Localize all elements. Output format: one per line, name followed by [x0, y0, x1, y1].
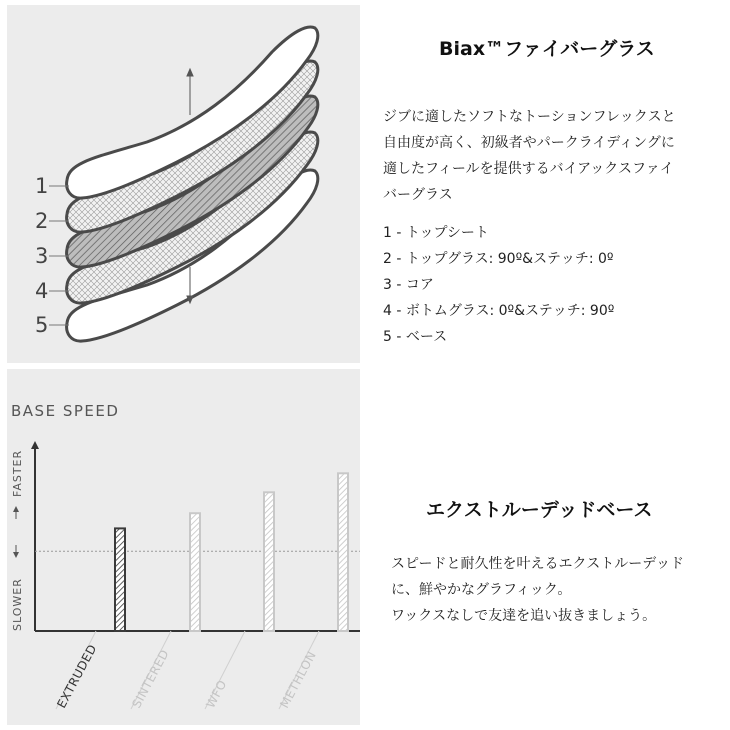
layer-number-4: 4	[35, 279, 49, 303]
biax-description	[383, 104, 676, 208]
layer-list-item: 3 - コア	[383, 277, 434, 293]
biax-description-line: 自由度が高く、初級者やパークライディングに	[383, 135, 675, 151]
layer-number-5: 5	[35, 313, 49, 337]
x-axis-labels	[54, 631, 319, 710]
x-tick-label: WFO	[203, 677, 230, 711]
layer-number-3: 3	[35, 244, 49, 268]
layer-list-item: 2 - トップグラス: 90º&ステッチ: 0º	[383, 251, 614, 267]
chart-title: BASE SPEED	[11, 402, 120, 420]
y-axis-arrowhead	[31, 441, 39, 449]
biax-description-line: バーグラス	[383, 187, 453, 203]
extruded-description	[391, 551, 684, 629]
layer-leader-lines	[49, 186, 69, 325]
x-tick-label: EXTRUDED	[54, 641, 100, 711]
explode-arrow-up	[187, 69, 193, 115]
layer-list-item: 5 - ベース	[383, 329, 448, 345]
extruded-description-line: ワックスなしで友達を追い抜きましょう。	[391, 608, 657, 624]
y-label-slower: SLOWER	[11, 578, 24, 631]
extruded-title: エクストルーデッドベース	[426, 499, 653, 521]
layer-list-item: 1 - トップシート	[383, 225, 489, 241]
bar-wfo	[264, 492, 274, 631]
bar-methlon	[338, 473, 348, 631]
layer-number-2: 2	[35, 209, 49, 233]
y-label-faster: FASTER	[11, 449, 24, 497]
layer-list-item: 4 - ボトムグラス: 0º&ステッチ: 90º	[383, 303, 615, 319]
y-direction-arrows	[13, 506, 19, 558]
board-layers-diagram	[7, 5, 360, 363]
biax-description-line: 適したフィールを提供するバイアックスファイ	[383, 161, 674, 177]
base-speed-chart	[7, 369, 360, 725]
layers-illustration-panel	[7, 5, 360, 363]
chart-bars	[115, 473, 348, 631]
bar-extruded	[115, 528, 125, 631]
layer-list	[383, 220, 614, 350]
bar-sintered	[190, 513, 200, 631]
base-speed-chart-panel	[7, 369, 360, 725]
x-tick-label: METHLON	[277, 648, 319, 711]
biax-title: Biax™ファイバーグラス	[439, 38, 655, 60]
extruded-description-line: スピードと耐久性を叶えるエクストルーデッド	[391, 556, 685, 572]
layer-number-1: 1	[35, 174, 49, 198]
x-tick-label: SINTERED	[129, 647, 172, 711]
biax-description-line: ジブに適したソフトなトーションフレックスと	[383, 109, 676, 125]
extruded-description-line: に、鮮やかなグラフィック。	[391, 582, 572, 598]
